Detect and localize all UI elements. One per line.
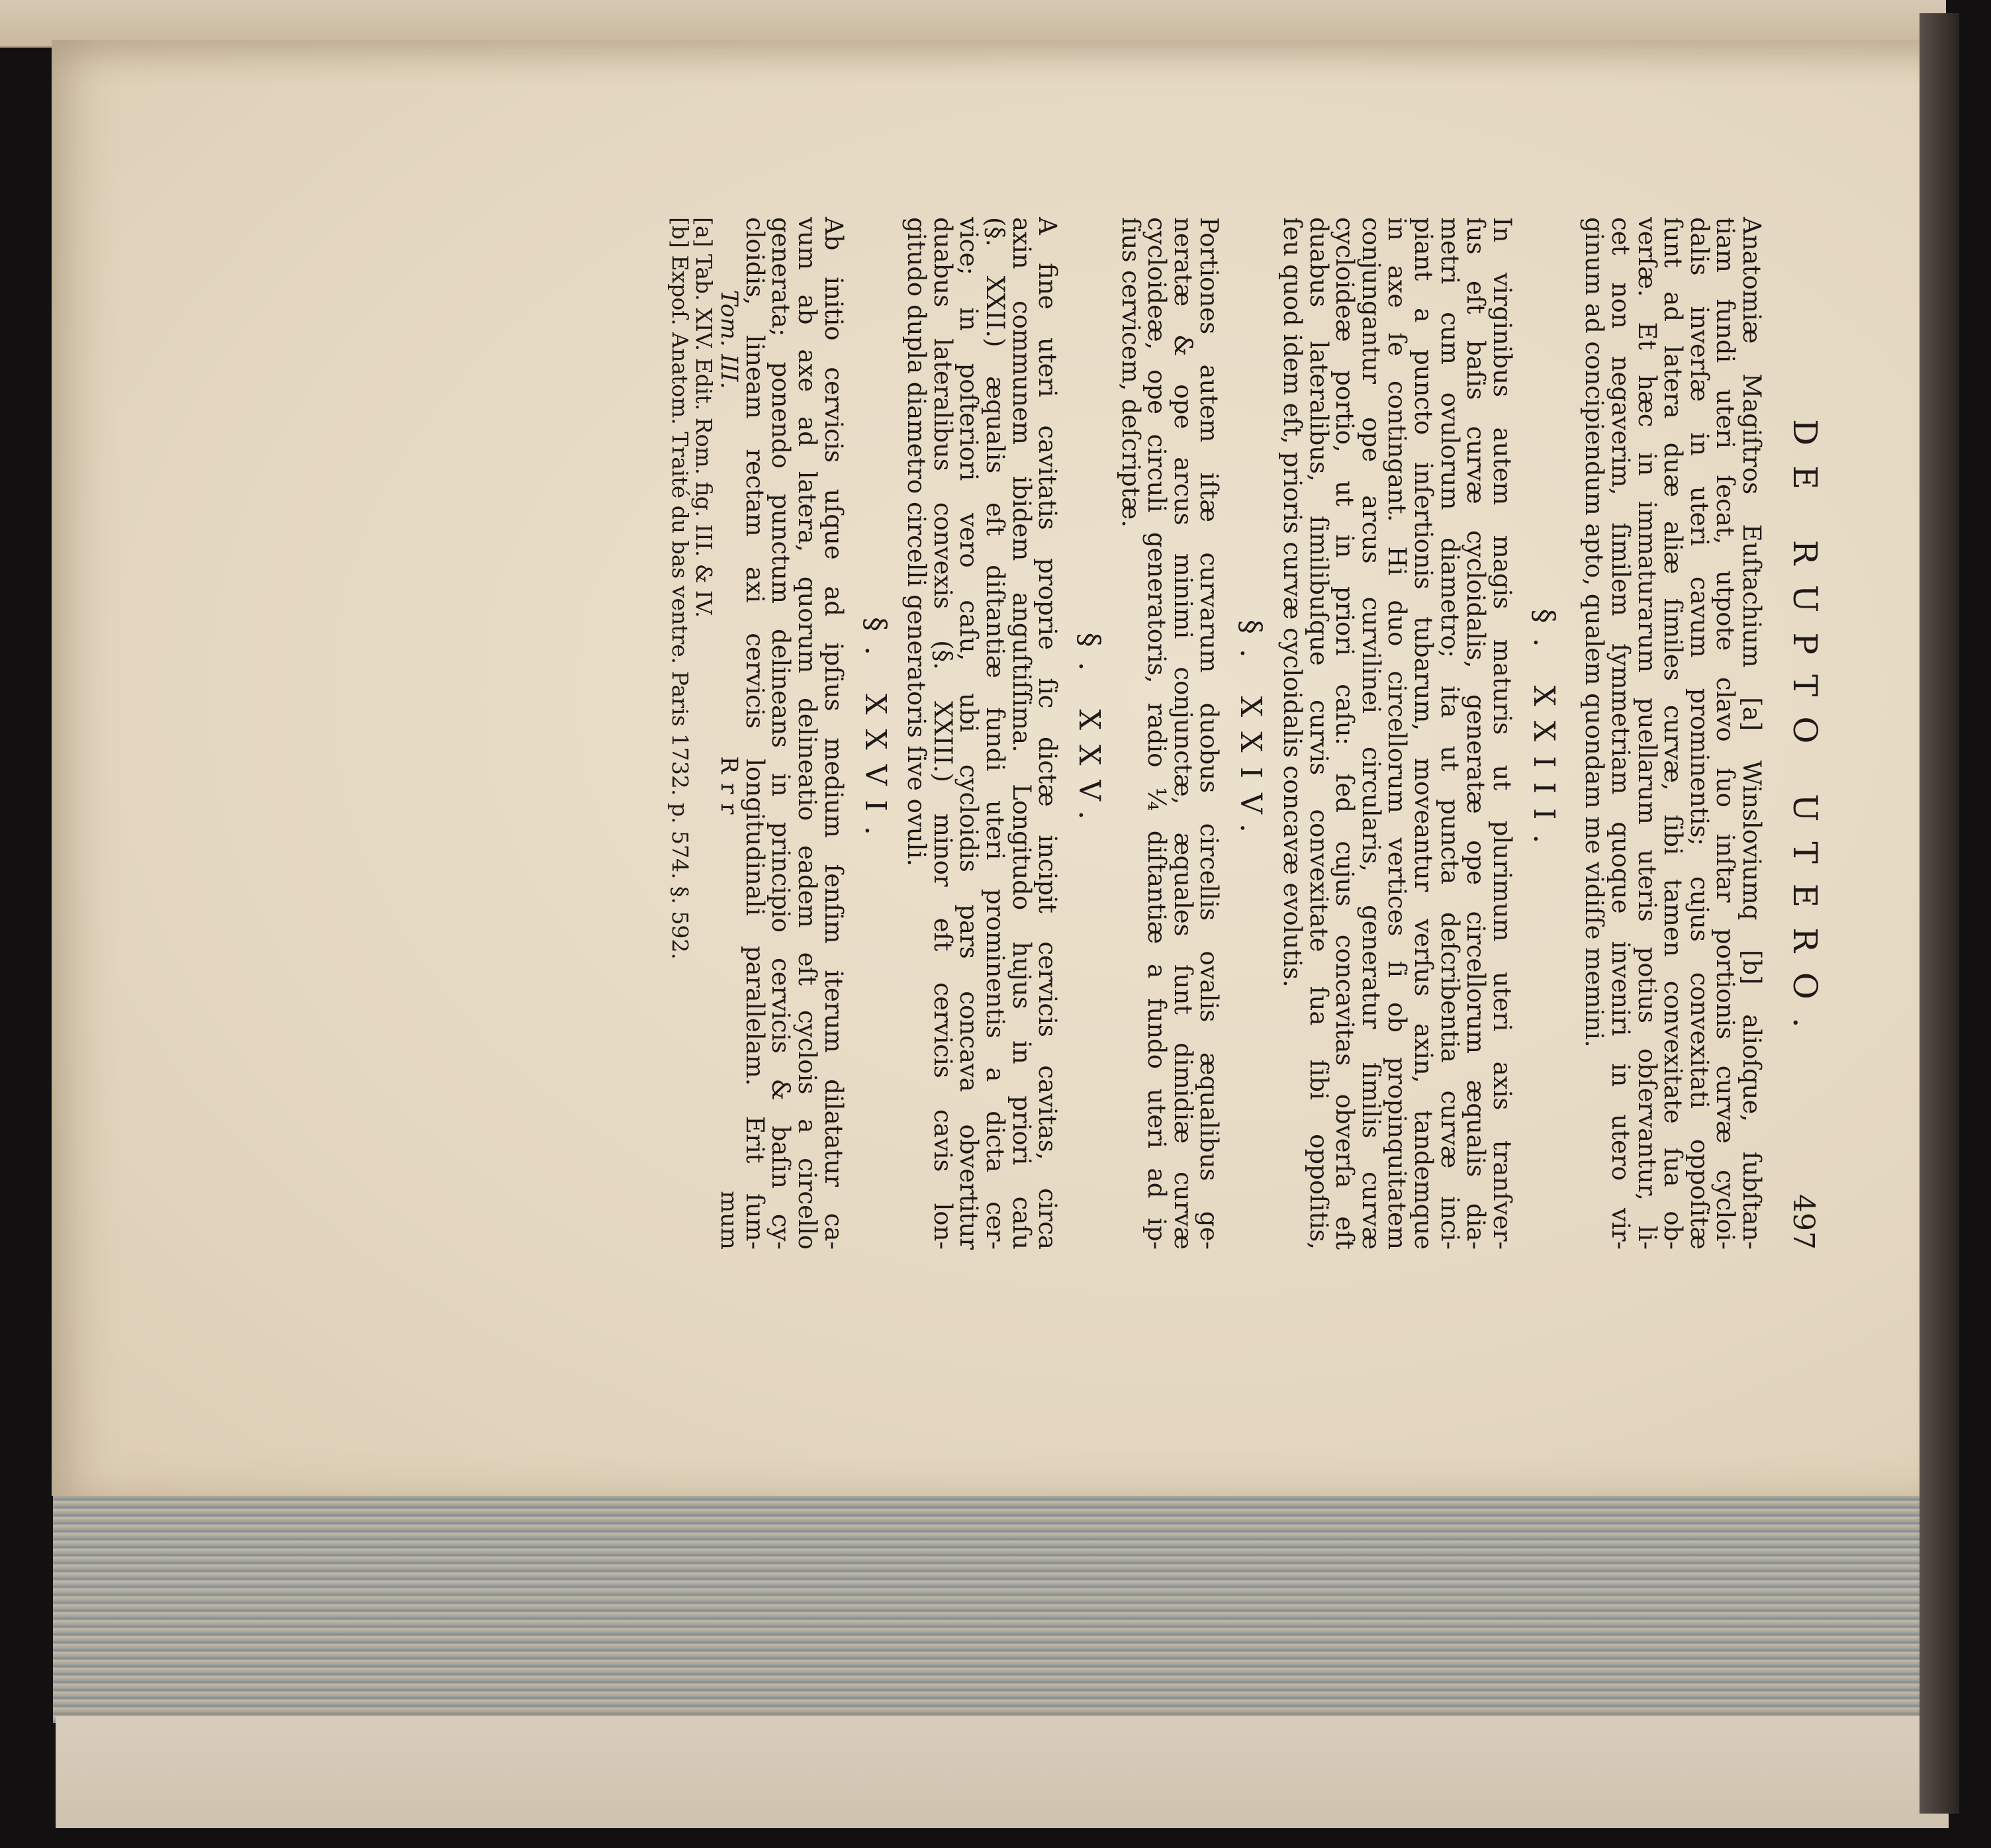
text-line: In virginibus autem magis maturis ut plurimum uteri axis tranſver-	[1487, 217, 1516, 1250]
text-line: ſus eſt baſis curvæ cycloidalis, generatæ ope circellorum æqualis dia-	[1461, 217, 1491, 1250]
text-line: vum ab axe ad latera, quorum delineatio eadem eſt cyclois a circello	[792, 217, 821, 1250]
text-line: ſunt ad latera duæ aliæ ſimiles curvæ, ſibi tamen convexitate ſua ob-	[1659, 217, 1688, 1250]
paragraph	[1117, 217, 1222, 1250]
text-line: piant a puncto inſertionis tubarum, moveantur verſus axin, tandemque	[1409, 217, 1438, 1250]
paragraph	[1581, 217, 1765, 1250]
text-line: in axe ſe contingant. Hi duo circellorum vertices ſi ob propinquitatem	[1383, 217, 1412, 1250]
binding-gutter	[1920, 13, 1959, 1814]
text-line: cloidis, lineam rectam axi cervicis longitudinali parallelam. Erit ſum-	[740, 217, 769, 1250]
text-line: A fine uteri cavitatis proprie ſic dictæ incipit cervicis cavitas, circa	[1033, 217, 1062, 1250]
text-line: vice; in poſteriori vero caſu, ubi cycloidis pars concava obvertitur	[954, 217, 984, 1250]
text-line: cet non negaverim, ſimilem ſymmetriam quoque inveniri in utero vir-	[1606, 217, 1636, 1250]
text-line: cycloideæ, ope circuli generatoris, radio ¼ diſtantiæ a fundo uteri ad ip-	[1142, 217, 1172, 1250]
text-line: Portiones autem iſtæ curvarum duobus circellis ovalis æqualibus ge-	[1195, 217, 1224, 1250]
section-heading: §. XXIV.	[1234, 619, 1268, 848]
signature-mark: Rrr	[716, 756, 743, 824]
running-title: DE RUPTO UTERO.	[1786, 419, 1824, 1048]
page-block-edges	[53, 1476, 1933, 1723]
cover-corner	[56, 1714, 1949, 1828]
text-line: ſius cervicem, deſcriptæ.	[1116, 217, 1145, 528]
text-line: Ab initio cervicis uſque ad ipſius medium ſenſim iterum dilatatur ca-	[819, 217, 848, 1250]
catchword: mum	[716, 1191, 743, 1250]
text-line: metri cum ovulorum diametro; ita ut puncta deſcribentia curvæ inci-	[1435, 217, 1464, 1250]
text-line: dalis inverſæ in uteri cavum prominentis; cujus convexitati oppoſitæ	[1685, 217, 1714, 1250]
rotated-text-block	[667, 217, 1824, 1250]
text-line: verſæ. Et hæc in immaturarum puellarum uteris potius obſervantur, li-	[1632, 217, 1661, 1250]
footnotes	[668, 217, 716, 1250]
footnote: [a] Tab. XIV. Edit. Rom. fig. III. & IV.	[690, 217, 717, 618]
signature-line	[716, 217, 742, 1250]
text-line: ginum ad concipiendum apto, qualem quondam me vidiſſe memini.	[1580, 217, 1609, 1048]
running-head	[1765, 217, 1824, 1250]
paragraph	[741, 217, 846, 1250]
section-heading: §. XXIII.	[1526, 608, 1561, 858]
text-line: gitudo dupla diametro circelli generatoris ſive ovuli.	[902, 217, 931, 867]
section-heading: §. XXV.	[1072, 632, 1107, 835]
text-line: (§. XXII.) æqualis eſt diſtantiæ fundi uteri prominentis a dicta cer-	[980, 217, 1009, 1250]
footnote: [b] Expoſ. Anatom. Traité du bas ventre. Paris 1732. p. 574. §. 592.	[667, 217, 693, 960]
paragraph	[903, 217, 1061, 1250]
page-number: 497	[1786, 1194, 1820, 1250]
text-line: axin communem ibidem anguſtiſſima. Longitudo hujus in priori caſu	[1007, 217, 1036, 1250]
text-line: conjungantur ope arcus curvilinei circularis, generatur ſimilis curvæ	[1356, 217, 1385, 1250]
text-line: cycloideæ portio, ut in priori caſu: ſed cujus concavitas obverſa eſt	[1330, 217, 1360, 1250]
section-heading: §. XXVI.	[858, 617, 892, 850]
text-line: Anatomiæ Magiſtros Euſtachium [a] Winsloviumq [b] alioſque, ſubſtan-	[1737, 217, 1766, 1250]
text-line: neratæ & ope arcus minimi conjunctæ, æquales ſunt dimidiæ curvæ	[1168, 217, 1197, 1250]
volume-mark: Tom. III.	[716, 290, 743, 389]
text-line: tiam fundi uteri ſecat, utpote clavo ſuo inſtar portionis curvæ cycloi-	[1711, 217, 1740, 1250]
text-line: duabus lateralibus, ſimilibuſque curvis convexitate ſua ſibi oppoſitis,	[1304, 217, 1333, 1250]
text-line: duabus lateralibus convexis (§. XXIII.) minor eſt cervicis cavis lon-	[928, 217, 957, 1250]
text-line: generata; ponendo punctum delineans in principio cervicis & baſin cy-	[766, 217, 796, 1250]
paragraph	[1279, 217, 1515, 1250]
text-line: ſeu quod idem eſt, prioris curvæ cycloidalis concavæ evolutis.	[1278, 217, 1307, 988]
